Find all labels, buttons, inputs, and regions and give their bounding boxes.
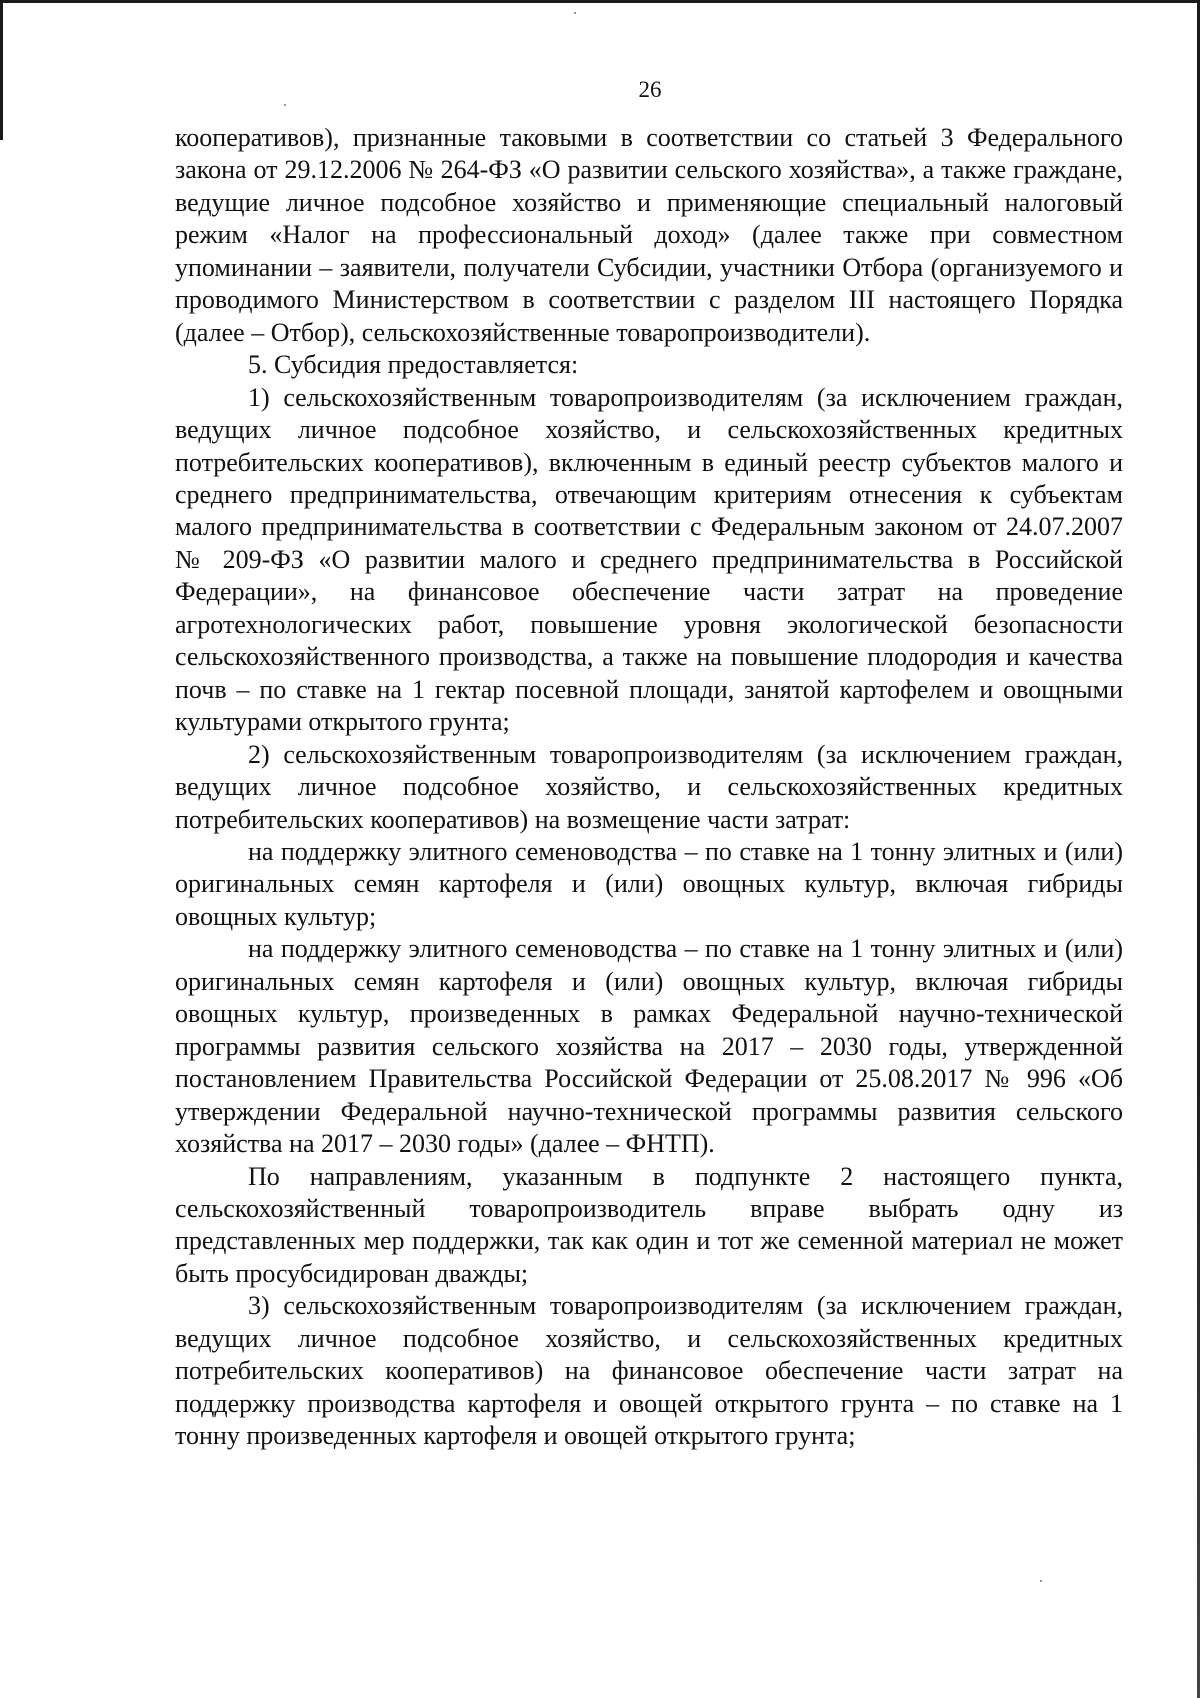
paragraph-8: 3) сельскохозяйственным товаропроизводителям (за исключением граждан, ведущих личное подсобное хозяйство, и сельскохозяйственных кредитных потребительских кооперативов) на финансовое обеспечение части затрат на поддержку производства картофеля и овощей открытого грунта – по ставке на 1 тонну произведенных картофеля и овощей открытого грунта;: [175, 1291, 1123, 1451]
paragraph-3: 1) сельскохозяйственным товаропроизводителям (за исключением граждан, ведущих личное подсобное хозяйство, и сельскохозяйственных кредитных потребительских кооперативов), включенным в единый реестр субъектов малого и среднего предпринимательства, отвечающим критериям отнесения к субъектам малого предпринимательства в соответствии с Федеральным законом от 24.07.2007 № 209-ФЗ «О развитии малого и среднего предпринимательства в Российской Федерации», на финансовое обеспечение части затрат на проведение агротехнологических работ, повышение уровня экологической безопасности сельскохозяйственного производства, а также на повышение плодородия и качества почв – по ставке на 1 гектар посевной площади, занятой картофелем и овощными культурами открытого грунта;: [175, 382, 1123, 737]
scan-speck: [1040, 1580, 1042, 1582]
paragraph-5: на поддержку элитного семеноводства – по ставке на 1 тонну элитных и (или) оригинальных семян картофеля и (или) овощных культур, включая гибриды овощных культур;: [175, 836, 1123, 931]
paragraph-1: кооперативов), признанные таковыми в соответствии со статьей 3 Федерального закона от 29.12.2006 № 264-ФЗ «О развитии сельского хозяйства», а также граждане, ведущие личное подсобное хозяйство и применяющие специальный налоговый режим «Налог на профессиональный доход» (далее также при совместном упоминании – заявители, получатели Субсидии, участники Отбора (организуемого и проводимого Министерством в соответствии с разделом III настоящего Порядка (далее – Отбор), сельскохозяйственные товаропроизводители).: [175, 123, 1123, 347]
paragraph-2: 5. Субсидия предоставляется:: [248, 350, 579, 380]
page-number-text: 26: [638, 77, 662, 102]
paragraph-4: 2) сельскохозяйственным товаропроизводителям (за исключением граждан, ведущих личное подсобное хозяйство, и сельскохозяйственных кредитных потребительских кооперативов) на возмещение части затрат:: [175, 739, 1123, 834]
paragraph-7: По направлениям, указанным в подпункте 2 настоящего пункта, сельскохозяйственный товаропроизводитель вправе выбрать одну из представленных мер поддержки, так как один и тот же семенной материал не может быть просубсидирован дважды;: [175, 1161, 1123, 1288]
scan-border-top: [0, 0, 1200, 3]
scan-speck: [574, 12, 576, 14]
document-body: [175, 122, 1123, 1453]
scan-speck: [284, 104, 286, 106]
scan-border-left: [0, 0, 3, 140]
page-number: [0, 74, 1200, 106]
paragraph-6: на поддержку элитного семеноводства – по ставке на 1 тонну элитных и (или) оригинальных семян картофеля и (или) овощных культур, включая гибриды овощных культур, произведенных в рамках Федеральной научно-технической программы развития сельского хозяйства на 2017 – 2030 годы, утвержденной постановлением Правительства Российской Федерации от 25.08.2017 № 996 «Об утверждении Федеральной научно-технической программы развития сельского хозяйства на 2017 – 2030 годы» (далее – ФНТП).: [175, 934, 1123, 1159]
